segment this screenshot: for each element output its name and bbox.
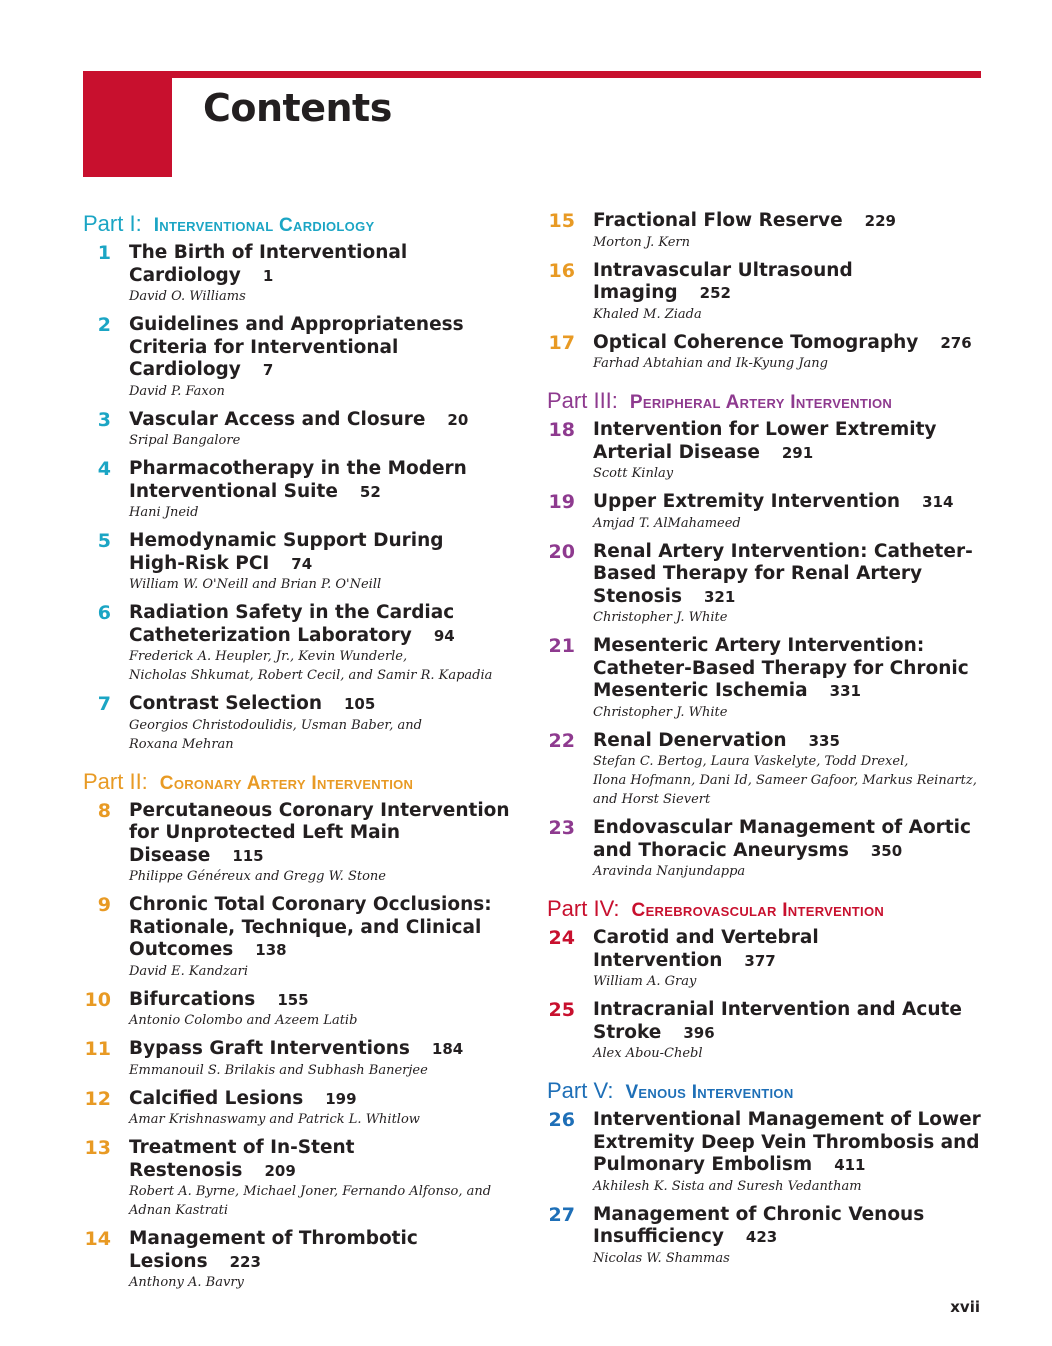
chapter-title [593,730,987,753]
chapter-title-line: Extremity Deep Vein Thrombosis and [593,1131,980,1153]
chapter-title [593,999,987,1044]
part-title: Coronary Artery Intervention [159,772,414,794]
toc-entry[interactable] [83,1228,523,1292]
chapter-title [593,1204,987,1249]
chapter-title-line: Interventional Management of Lower [593,1109,981,1130]
chapter-number: 23 [548,817,575,839]
toc-entry[interactable] [547,541,987,628]
chapter-page-number: 276 [940,333,972,352]
chapter-number: 2 [97,314,111,336]
chapter-title-line: Pulmonary Embolism [593,1154,813,1175]
part-title: Cerebrovascular Intervention [631,900,885,921]
chapter-number: 22 [548,729,575,752]
chapter-authors [593,608,987,627]
part-spacer [83,1300,523,1306]
author-line: Aravinda Nanjundappa [593,864,746,879]
chapter-page-number: 199 [325,1089,357,1108]
author-line: Frederick A. Heupler, Jr., Kevin Wunderle, [129,649,408,664]
chapter-authors [129,1011,523,1030]
toc-entry[interactable] [83,530,523,594]
author-line: Amar Krishnaswamy and Patrick L. Whitlow [129,1112,420,1127]
chapter-number: 9 [97,894,111,916]
part-label: Part III: [547,388,618,413]
chapter-title-line: Cardiology [129,264,241,286]
chapter-page-number: 52 [359,482,381,501]
chapter-authors [129,647,523,685]
chapter-number: 18 [548,419,575,441]
part-label: Part IV: [547,896,620,921]
part-title: Interventional Cardiology [153,215,375,236]
author-line: Ilona Hofmann, Dani Id, Sameer Gafoor, Markus Reinartz, [593,773,977,788]
chapter-title-line: Intervention for Lower Extremity [593,419,937,440]
chapter-title [129,1137,523,1182]
chapter-title-line: Radiation Safety in the Cardiac [129,602,455,623]
chapter-title-line: Stroke [593,1021,662,1043]
author-line: Stefan C. Bertog, Laura Vaskelyte, Todd Drexel, [593,754,909,769]
chapter-title-line: High-Risk PCI [129,552,270,574]
chapter-number: 6 [97,602,111,624]
chapter-authors [129,431,523,450]
chapter-title [129,1228,523,1273]
chapter-authors [593,862,987,881]
page-number: xvii [950,1298,980,1316]
chapter-page-number: 335 [808,731,840,750]
chapter-page-number: 223 [229,1252,261,1271]
part-heading [83,768,523,796]
chapter-title-line: Criteria for Interventional [129,336,399,358]
chapter-title-line: Carotid and Vertebral [593,927,819,948]
chapter-number: 3 [97,408,111,431]
chapter-title-line: Optical Coherence Tomography [593,331,919,353]
toc-entry[interactable] [83,1137,523,1220]
author-line: Christopher J. White [593,704,728,720]
chapter-title-line: Intracranial Intervention and Acute [593,999,962,1020]
chapter-title-line: The Birth of Interventional [129,242,408,263]
chapter-page-number: 155 [277,990,309,1009]
part-spacer [547,1276,987,1282]
chapter-title-line: Catheterization Laboratory [129,624,412,646]
part-title: Peripheral Artery Intervention [629,392,893,413]
toc-entry[interactable] [547,419,987,483]
chapter-page-number: 314 [922,493,954,511]
chapter-title-line: Fractional Flow Reserve [593,210,843,231]
chapter-title-line: Percutaneous Coronary Intervention [129,799,510,821]
chapter-authors [593,305,987,324]
toc-entry[interactable] [83,314,523,401]
toc-entry[interactable] [547,260,987,324]
chapter-title-line: Chronic Total Coronary Occlusions: [129,894,492,915]
author-line: David O. Williams [129,289,246,304]
toc-entry[interactable] [547,210,987,252]
chapter-title-line: Guidelines and Appropriateness [129,314,464,335]
chapter-title [593,210,987,233]
chapter-title-line: Management of Chronic Venous [593,1203,925,1225]
chapter-title [129,693,523,716]
chapter-title-line: Renal Denervation [593,729,787,751]
chapter-title-line: Interventional Suite [129,480,338,502]
author-line: Anthony A. Bavry [129,1275,244,1290]
toc-entry[interactable] [83,458,523,522]
chapter-number: 16 [548,259,575,282]
chapter-page-number: 291 [781,443,814,462]
page-title: Contents [203,86,392,130]
chapter-page-number: 105 [344,695,376,713]
chapter-number: 27 [548,1203,575,1226]
chapter-title-line: Bifurcations [129,988,256,1010]
chapter-title-line: Pharmacotherapy in the Modern [129,458,467,479]
part-heading [547,387,987,415]
toc-entry[interactable] [547,999,987,1063]
chapter-authors [129,287,523,306]
author-line: David E. Kandzari [129,963,249,979]
chapter-number: 1 [97,242,111,264]
chapter-page-number: 1 [262,266,274,285]
chapter-title-line: Hemodynamic Support During [129,530,444,551]
chapter-number: 26 [548,1109,575,1131]
chapter-authors [129,1273,523,1292]
chapter-title-line: Imaging [593,282,678,303]
author-line: Nicholas Shkumat, Robert Cecil, and Samir R. Kapadia [129,668,493,683]
chapter-title [129,242,523,287]
chapter-authors [593,1177,987,1196]
chapter-title-line: Mesenteric Ischemia [593,680,808,701]
toc-entry[interactable] [547,927,987,991]
author-line: Khaled M. Ziada [593,306,702,322]
toc-entry[interactable] [83,409,523,451]
chapter-number: 25 [548,999,575,1021]
chapter-number: 20 [548,540,575,563]
author-line: Farhad Abtahian and Ik-Kyung Jang [593,356,828,371]
chapter-page-number: 115 [232,846,264,865]
author-line: Sripal Bangalore [129,433,241,448]
chapter-title-line: Outcomes [129,939,234,960]
author-line: William W. O'Neill and Brian P. O'Neill [129,577,382,592]
author-line: Scott Kinlay [593,466,674,481]
author-line: Roxana Mehran [129,736,234,752]
author-line: Nicolas W. Shammas [593,1250,730,1266]
chapter-number: 7 [97,693,111,715]
toc-column-left [83,210,523,1306]
chapter-number: 8 [97,799,111,822]
chapter-number: 4 [97,458,111,480]
chapter-title-line: Arterial Disease [593,441,760,463]
chapter-authors [593,752,987,809]
part-heading [547,1077,987,1105]
chapter-number: 17 [548,331,575,354]
chapter-title-line: Disease [129,844,211,866]
chapter-title-line: Bypass Graft Interventions [129,1038,410,1059]
chapter-title [129,458,523,503]
part-label: Part II: [83,768,148,794]
chapter-authors [593,464,987,483]
chapter-number: 5 [97,530,111,552]
author-line: David P. Faxon [129,383,225,399]
chapter-title [129,894,523,962]
header-color-block [83,71,172,177]
chapter-page-number: 252 [699,284,731,302]
chapter-page-number: 209 [264,1161,296,1180]
toc-entry[interactable] [83,989,523,1031]
part-label: Part V: [547,1078,614,1103]
chapter-authors [593,354,987,373]
chapter-page-number: 331 [829,682,861,700]
chapter-title [593,260,987,305]
toc-entry[interactable] [547,817,987,881]
author-line: Antonio Colombo and Azeem Latib [129,1013,358,1028]
chapter-title [593,927,987,972]
chapter-title [129,1038,523,1061]
chapter-title-line: Cardiology [129,359,241,380]
chapter-page-number: 184 [431,1040,464,1058]
toc-entry[interactable] [83,602,523,685]
chapter-number: 12 [84,1087,111,1110]
chapter-title-line: Rationale, Technique, and Clinical [129,916,482,938]
chapter-title [593,635,987,703]
chapter-page-number: 350 [870,841,903,860]
chapter-title [593,817,987,862]
toc-entry[interactable] [83,894,523,981]
chapter-number: 19 [548,491,575,513]
chapter-title-line: Upper Extremity Intervention [593,491,901,512]
part-title: Venous Intervention [625,1082,794,1103]
chapter-title [129,800,523,868]
chapter-number: 11 [84,1038,111,1060]
chapter-title-line: Renal Artery Intervention: Catheter- [593,540,973,562]
author-line: Hani Jneid [129,505,199,520]
chapter-title [129,314,523,382]
chapter-title-line: Mesenteric Artery Intervention: [593,635,925,656]
chapter-authors [129,962,523,981]
chapter-page-number: 411 [834,1156,866,1174]
chapter-page-number: 396 [683,1023,715,1042]
chapter-authors [129,867,523,886]
chapter-title-line: Based Therapy for Renal Artery [593,563,923,584]
chapter-title [593,1109,987,1177]
chapter-page-number: 20 [447,410,469,429]
chapter-number: 21 [548,635,575,657]
chapter-authors [593,1249,987,1268]
chapter-title [129,602,523,647]
author-line: William A. Gray [593,974,697,989]
chapter-title [129,989,523,1012]
toc-entry[interactable] [547,1109,987,1196]
toc-entry[interactable] [83,242,523,306]
chapter-title [129,409,523,432]
toc-entry[interactable] [83,800,523,887]
author-line: Alex Abou-Chebl [593,1046,703,1061]
chapter-page-number: 377 [744,951,776,970]
toc-column-right [547,210,987,1282]
chapter-page-number: 7 [262,361,274,379]
chapter-authors [129,716,523,754]
chapter-authors [593,514,987,533]
chapter-title-line: Management of Thrombotic [129,1228,418,1249]
chapter-authors [129,1182,523,1220]
chapter-authors [129,503,523,522]
chapter-title-line: Stenosis [593,585,682,607]
chapter-title-line: and Thoracic Aneurysms [593,839,849,861]
chapter-title [129,1088,523,1111]
chapter-authors [129,1110,523,1129]
chapter-title [593,541,987,609]
author-line: Georgios Christodoulidis, Usman Baber, and [129,717,422,733]
chapter-title-line: Endovascular Management of Aortic [593,817,971,838]
chapter-page-number: 229 [864,212,896,230]
chapter-page-number: 94 [433,626,455,645]
chapter-title-line: Treatment of In-Stent Restenosis [129,1137,355,1181]
chapter-title-line: Insufficiency [593,1226,724,1247]
chapter-title-line: Intravascular Ultrasound [593,259,853,281]
part-heading [83,210,523,238]
chapter-title [593,491,987,514]
chapter-authors [129,382,523,401]
toc-entry[interactable] [547,635,987,722]
chapter-authors [593,703,987,722]
chapter-page-number: 423 [745,1228,778,1246]
chapter-authors [129,575,523,594]
author-line: Akhilesh K. Sista and Suresh Vedantham [593,1178,862,1194]
chapter-title-line: Intervention [593,949,723,971]
author-line: Adnan Kastrati [129,1203,229,1218]
chapter-authors [593,233,987,252]
chapter-number: 13 [84,1137,111,1159]
header-rule [83,71,981,78]
chapter-number: 15 [548,210,575,232]
chapter-title [129,530,523,575]
chapter-title [593,332,987,355]
part-label: Part I: [83,211,142,236]
part-heading [547,895,987,923]
author-line: and Horst Sievert [593,792,711,807]
toc-entry[interactable] [547,491,987,533]
chapter-number: 14 [84,1228,111,1250]
author-line: Robert A. Byrne, Michael Joner, Fernando Alfonso, and [129,1184,492,1199]
chapter-title [593,419,987,464]
chapter-title-line: Vascular Access and Closure [129,408,426,430]
toc-entry[interactable] [547,730,987,810]
toc-entry[interactable] [83,1088,523,1130]
toc-entry[interactable] [83,693,523,754]
chapter-page-number: 321 [703,587,736,606]
chapter-title-line: Contrast Selection [129,693,322,714]
chapter-authors [593,1044,987,1063]
chapter-authors [129,1061,523,1080]
chapter-page-number: 74 [291,554,313,573]
chapter-number: 24 [548,927,575,949]
toc-entry[interactable] [547,332,987,374]
chapter-title-line: for Unprotected Left Main [129,822,401,843]
chapter-authors [593,972,987,991]
chapter-title-line: Calcified Lesions [129,1087,304,1109]
chapter-title-line: Catheter-Based Therapy for Chronic [593,657,969,679]
chapter-title-line: Lesions [129,1250,208,1272]
toc-entry[interactable] [83,1038,523,1080]
author-line: Morton J. Kern [593,234,691,250]
toc-entry[interactable] [547,1204,987,1268]
author-line: Christopher J. White [593,610,728,625]
chapter-number: 10 [84,988,111,1011]
author-line: Amjad T. AlMahameed [593,515,741,531]
author-line: Philippe Généreux and Gregg W. Stone [129,869,386,884]
author-line: Emmanouil S. Brilakis and Subhash Banerjee [129,1062,428,1078]
chapter-page-number: 138 [255,941,287,959]
